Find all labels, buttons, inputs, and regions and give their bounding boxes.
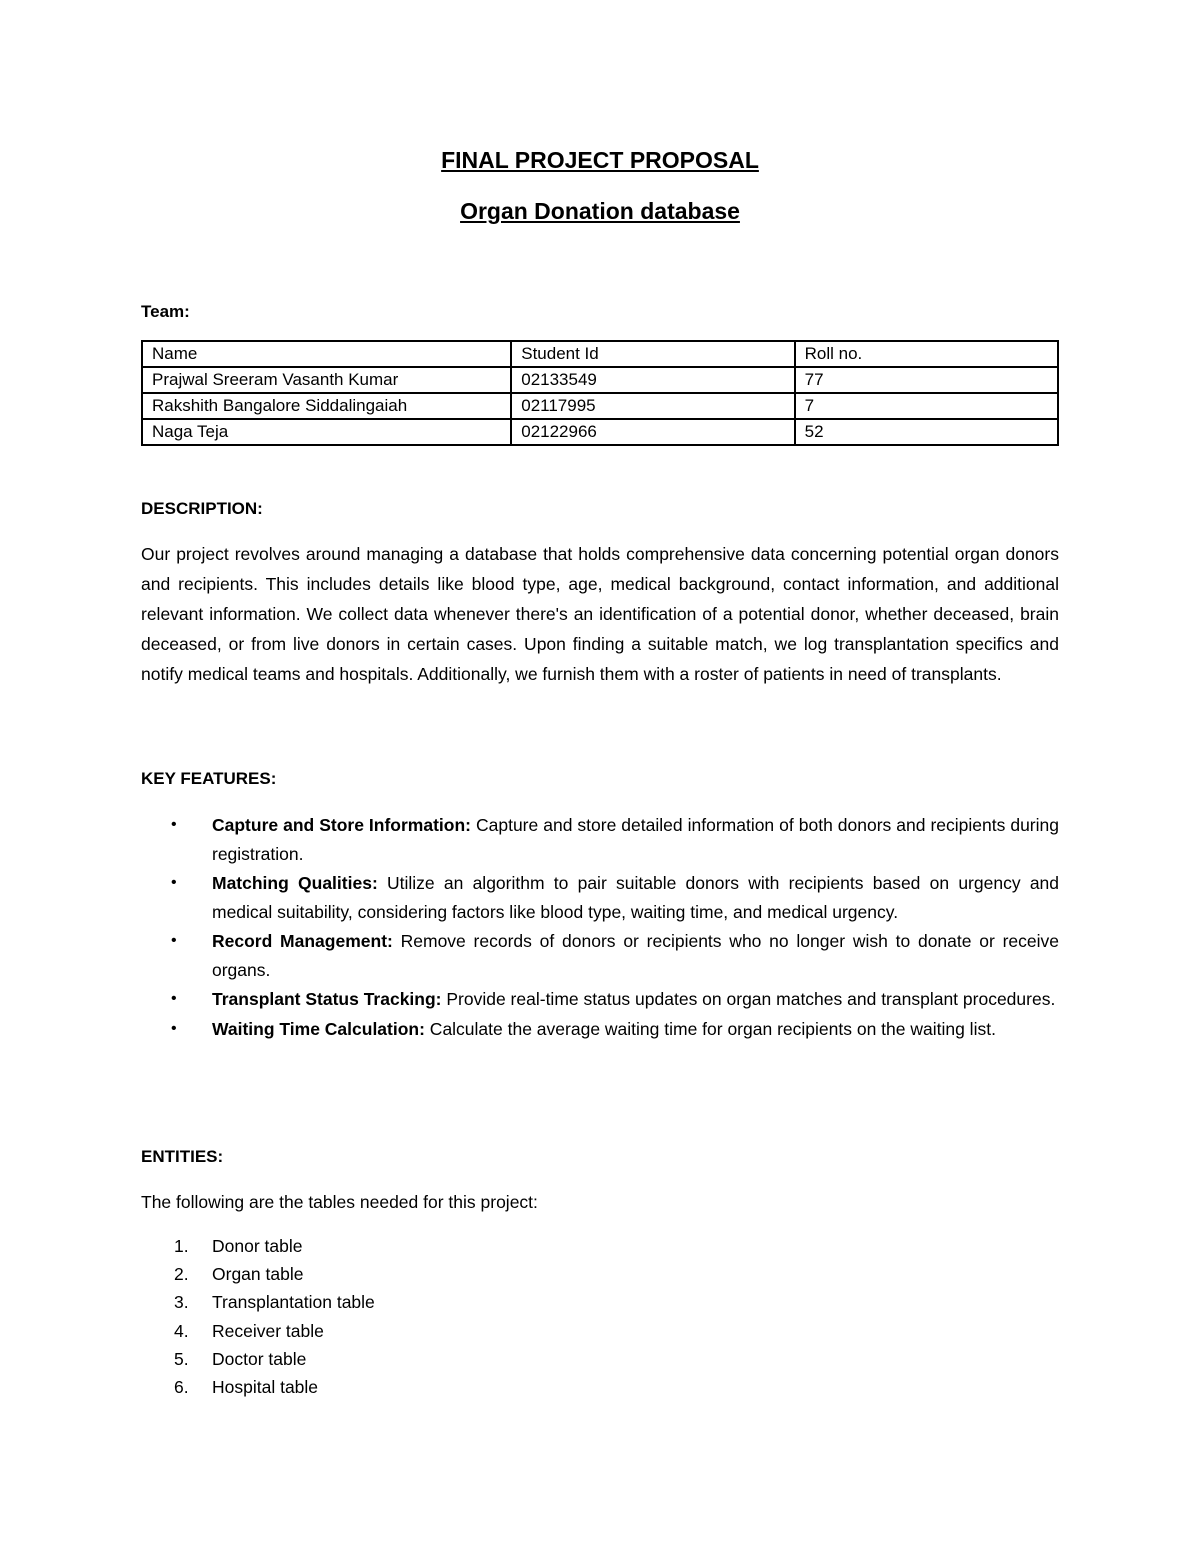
list-number: 5. — [174, 1348, 189, 1369]
table-row — [142, 367, 1058, 393]
bullet-icon: • — [171, 990, 177, 1007]
list-item — [141, 869, 1059, 926]
bullet-icon: • — [171, 874, 177, 891]
features-list — [141, 811, 1059, 1044]
list-item — [141, 1345, 375, 1373]
bullet-icon: • — [171, 816, 177, 833]
team-heading: Team: — [141, 302, 190, 321]
entity-label: Hospital table — [212, 1377, 319, 1398]
list-number: 2. — [174, 1264, 189, 1285]
feature-title: Matching Qualities: — [212, 873, 378, 893]
page-title: FINAL PROJECT PROPOSAL — [441, 147, 759, 173]
list-item — [141, 927, 1059, 984]
list-item — [141, 1317, 375, 1345]
list-item — [141, 811, 1059, 868]
member-roll-no: 7 — [795, 393, 1058, 419]
entities-heading: ENTITIES: — [141, 1147, 224, 1166]
list-item — [141, 1260, 375, 1288]
member-name: Naga Teja — [142, 419, 511, 445]
list-item — [141, 1373, 375, 1401]
team-table — [141, 340, 1059, 446]
column-header-roll-no: Roll no. — [795, 341, 1058, 367]
list-item — [141, 1288, 375, 1316]
features-heading: KEY FEATURES: — [141, 769, 277, 788]
entities-intro: The following are the tables needed for this project: — [141, 1192, 538, 1212]
table-row — [142, 419, 1058, 445]
list-number: 3. — [174, 1292, 189, 1313]
entities-list — [141, 1232, 375, 1401]
table-row — [142, 393, 1058, 419]
bullet-icon: • — [171, 932, 177, 949]
page-subtitle: Organ Donation database — [460, 198, 740, 224]
feature-text: Remove records of donors or recipients who no longer wish to donate or receive organs. — [212, 931, 1059, 980]
member-roll-no: 52 — [795, 419, 1058, 445]
member-student-id: 02117995 — [511, 393, 794, 419]
list-item — [141, 1015, 1059, 1044]
member-name: Prajwal Sreeram Vasanth Kumar — [142, 367, 511, 393]
description-heading: DESCRIPTION: — [141, 499, 263, 518]
column-header-student-id: Student Id — [511, 341, 794, 367]
entity-label: Transplantation table — [212, 1292, 375, 1313]
list-number: 4. — [174, 1320, 189, 1341]
feature-title: Waiting Time Calculation: — [212, 1018, 425, 1039]
feature-text: Capture and store detailed information of both donors and recipients during registration. — [212, 815, 1059, 864]
member-student-id: 02122966 — [511, 419, 794, 445]
feature-text: Provide real-time status updates on organ matches and transplant procedures. — [441, 989, 1056, 1009]
entity-label: Doctor table — [212, 1348, 307, 1369]
description-text: Our project revolves around managing a database that holds comprehensive data concerning potential organ donors and recipients. This includes details like blood type, age, medical background, contact information, and additional relevant information. We collect data whenever there's an identification of a potential donor, whether deceased, brain deceased, or from live donors in certain cases. Upon finding a suitable match, we log transplantation specifics and notify medical teams and hospitals. Additionally, we furnish them with a roster of patients in need of transplants. — [141, 544, 1059, 684]
feature-text: Calculate the average waiting time for organ recipients on the waiting list. — [424, 1018, 996, 1039]
feature-title: Transplant Status Tracking: — [212, 989, 442, 1009]
feature-title: Record Management: — [212, 931, 393, 951]
member-student-id: 02133549 — [511, 367, 794, 393]
entity-label: Organ table — [212, 1264, 304, 1285]
list-item — [141, 1232, 375, 1260]
entity-label: Donor table — [212, 1236, 303, 1256]
entity-label: Receiver table — [212, 1320, 324, 1341]
bullet-icon: • — [171, 1019, 177, 1037]
list-number: 6. — [174, 1377, 189, 1398]
feature-text: Utilize an algorithm to pair suitable donors with recipients based on urgency and medical suitability, considering factors like blood type, waiting time, and medical urgency. — [212, 873, 1060, 922]
list-item — [141, 985, 1059, 1014]
table-header-row — [142, 341, 1058, 367]
feature-title: Capture and Store Information: — [212, 815, 471, 835]
list-number: 1. — [174, 1236, 189, 1256]
member-name: Rakshith Bangalore Siddalingaiah — [142, 393, 511, 419]
member-roll-no: 77 — [795, 367, 1058, 393]
column-header-name: Name — [142, 341, 511, 367]
